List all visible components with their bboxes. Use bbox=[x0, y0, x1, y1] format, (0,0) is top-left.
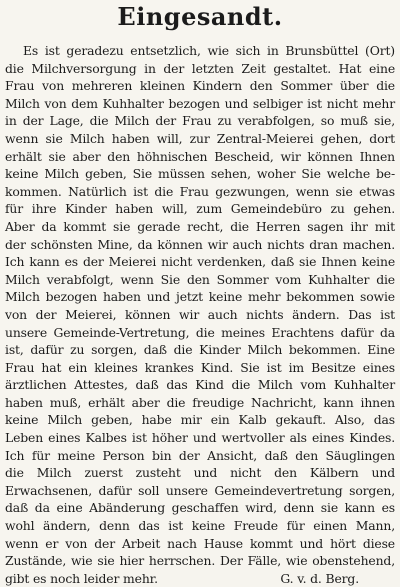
body-line: daß da eine Abänderung geschaffen wird, denn sie kann es bbox=[5, 500, 395, 516]
body-line: Milch bezogen haben und jetzt keine mehr bekommen sowie bbox=[5, 289, 395, 305]
body-line: wohl ändern, denn das ist keine Freude für einen Mann, bbox=[5, 518, 395, 534]
body-line: unsere Gemeinde-Vertretung, die meines Erachtens dafür da bbox=[5, 324, 395, 340]
body-line: ist, dafür zu sorgen, daß die Kinder Milch bekommen. Eine bbox=[5, 342, 395, 358]
body-line: kommen. Natürlich ist die Frau gezwungen, wenn sie etwas bbox=[5, 183, 395, 199]
body-line: Aber da kommt sie gerade recht, die Herren sagen ihr mit bbox=[5, 218, 395, 234]
body-line: Leben eines Kalbes ist höher und wertvoller als eines Kindes. bbox=[5, 430, 395, 446]
body-line: Milch verabfolgt, wenn Sie den Sommer vom Kuhhalter die bbox=[5, 271, 395, 287]
closing-text: gibt es noch leider mehr. bbox=[5, 570, 158, 586]
closing-line bbox=[5, 570, 395, 587]
body-line: Milch von dem Kuhhalter bezogen und selbiger ist nicht mehr bbox=[5, 95, 395, 111]
body-line: in der Lage, die Milch der Frau zu verabfolgen, so muß sie, bbox=[5, 113, 395, 129]
body-line: keine Milch geben, habe mir ein Kalb gekauft. Also, das bbox=[5, 412, 395, 428]
body-line: Ich für meine Person bin der Ansicht, daß den Säuglingen bbox=[5, 447, 395, 463]
author-signature: G. v. d. Berg. bbox=[280, 570, 359, 586]
article-title: Eingesandt. bbox=[117, 2, 283, 31]
body-line: Ich kann es der Meierei nicht verdenken, daß sie Ihnen keine bbox=[5, 254, 395, 270]
article-body bbox=[5, 42, 395, 587]
body-line: wenn er von der Arbeit nach Hause kommt und hört diese bbox=[5, 535, 395, 551]
body-line: Zustände, wie sie hier herrschen. Der Fälle, wie obenstehend, bbox=[5, 553, 395, 569]
body-line: von der Meierei, können wir auch nichts ändern. Das ist bbox=[5, 306, 395, 322]
body-line: die Milchversorgung in der letzten Zeit gestaltet. Hat eine bbox=[5, 60, 395, 76]
body-line: Erwachsenen, dafür soll unsere Gemeindevertretung sorgen, bbox=[5, 482, 395, 498]
body-line: keine Milch geben, Sie müssen sehen, woher Sie welche be- bbox=[5, 166, 395, 182]
body-line: die Milch zuerst zusteht und nicht den Kälbern und bbox=[5, 465, 395, 481]
body-line: für ihre Kinder haben will, zum Gemeindebüro zu gehen. bbox=[5, 201, 395, 217]
body-line: Es ist geradezu entsetzlich, wie sich in Brunsbüttel (Ort) bbox=[23, 43, 395, 58]
body-line: erhält sie aber den höhnischen Bescheid, wir können Ihnen bbox=[5, 148, 395, 164]
body-line: haben muß, erhält aber die freudige Nachricht, kann ihnen bbox=[5, 394, 395, 410]
body-line: Frau von mehreren kleinen Kindern den Sommer über die bbox=[5, 78, 395, 94]
body-line: der schönsten Mine, da können wir auch nichts dran machen. bbox=[5, 236, 395, 252]
body-line: wenn sie Milch haben will, zur Zentral-Meierei gehen, dort bbox=[5, 130, 395, 146]
body-line: Frau hat ein kleines krankes Kind. Sie ist im Besitze eines bbox=[5, 359, 395, 375]
body-line: ärztlichen Attestes, daß das Kind die Milch vom Kuhhalter bbox=[5, 377, 395, 393]
